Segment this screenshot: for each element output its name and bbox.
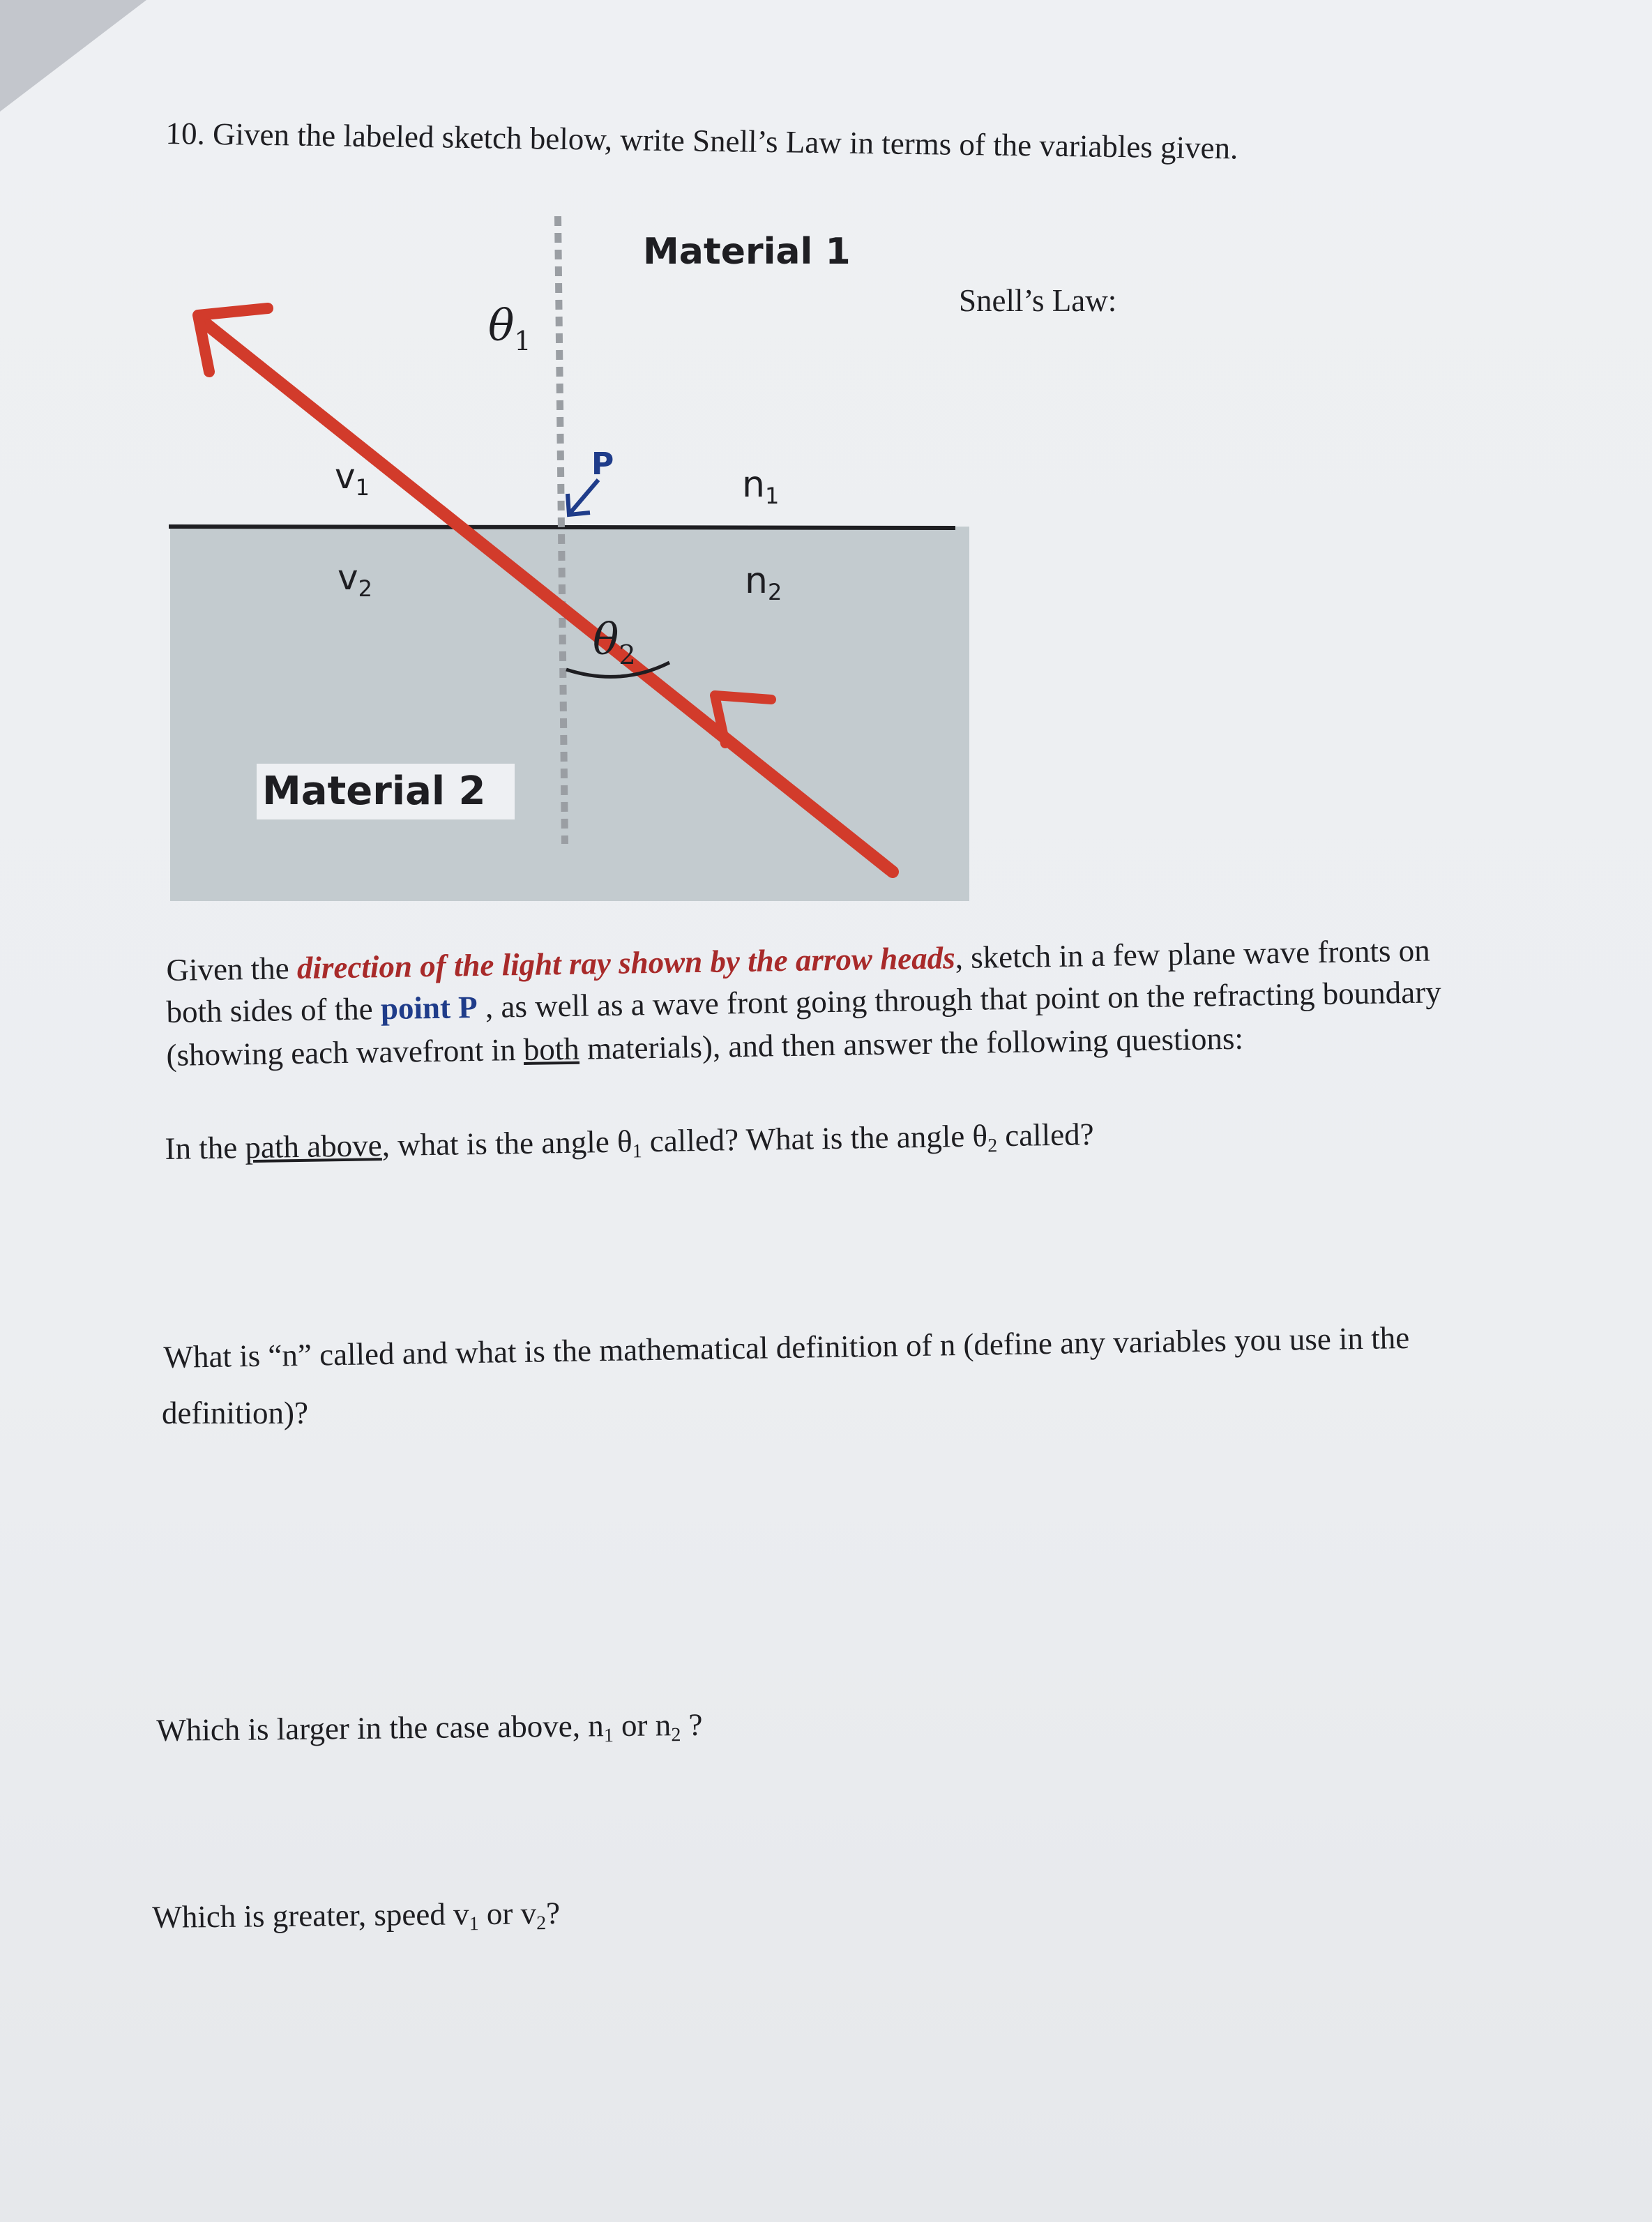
question-speed: Which is greater, speed $v_1$ or $v_2$? [152,1895,561,1935]
material2-label: Material 2 [262,769,486,814]
question-n-line2: definition)? [162,1396,308,1430]
theta1-symbol: $\theta_1$ [488,300,531,356]
refraction-diagram [0,0,1652,935]
material1-label: Material 1 [643,231,851,273]
point-p-arrow [570,480,598,513]
point-p-reference: point P [380,989,478,1027]
question-prompt: Given the labeled sketch below, write Snell’s Law in terms of the variables given. [212,116,1238,166]
n2-label: n2 [745,560,782,605]
instructions-line2: both sides of the point P , as well as a wave front going through that point on the refracting boundary [166,974,1442,1029]
snells-law-label: Snell’s Law: [959,283,1117,318]
n1-label: n1 [742,464,780,509]
question-n-line1: What is “n” called and what is the mathematical definition of n (define any variables you use in the [163,1320,1410,1375]
v2-label: $v_2$ [338,557,372,602]
question-angles: In the path above, what is the angle $\theta_1$ called? What is the angle $\theta_2$ called? [165,1117,1095,1166]
question-larger: Which is larger in the case above, $n_1$ or $n_2$ ? [156,1707,703,1748]
theta2-symbol: $\theta_2$ [593,614,636,670]
v1-label: $v_1$ [335,456,370,501]
instructions-line1: Given the direction of the light ray shown by the arrow heads, sketch in a few plane wave fronts on [166,932,1430,988]
direction-emphasis: direction of the light ray shown by the arrow heads [296,940,956,986]
point-p-label: P [591,446,614,482]
question-number: 10. [165,115,206,151]
instructions-line3: (showing each wavefront in both materials), and then answer the following questions: [166,1020,1244,1073]
